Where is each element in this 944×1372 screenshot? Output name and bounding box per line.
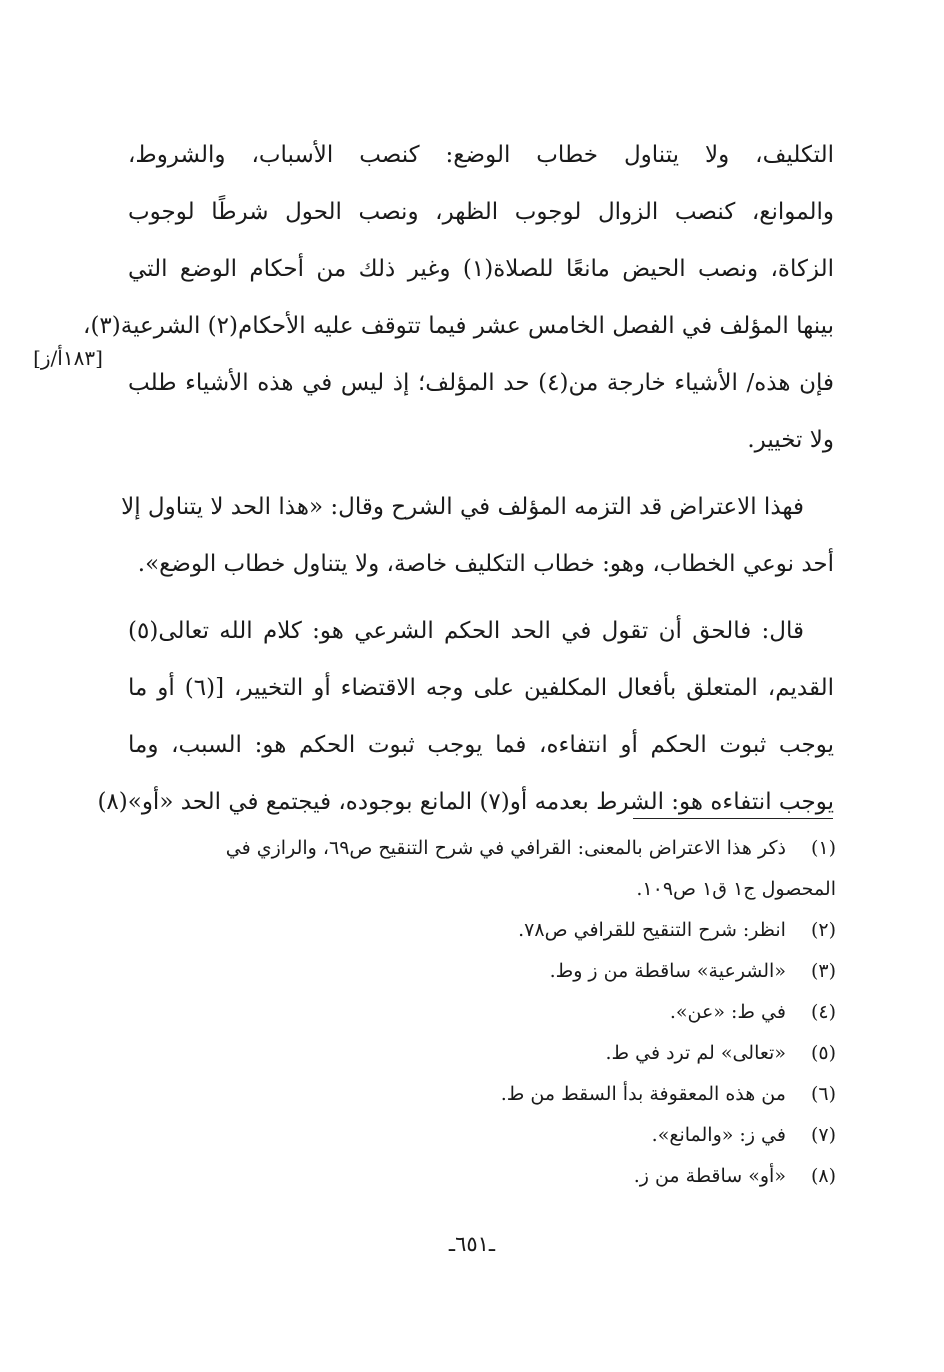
footnote-number: (٣): [810, 960, 836, 982]
footnote-text: «أو» ساقطة من ز.: [633, 1165, 786, 1187]
footnote: [128, 828, 836, 869]
footnote: [128, 1033, 836, 1074]
text-line: قال: فالحق أن تقول في الحد الحكم الشرعي هو: كلام الله تعالى(٥): [128, 618, 804, 644]
page-number: ـ٦٥١ـ: [448, 1232, 496, 1256]
footnote-text: في ط: «عن».: [669, 1001, 786, 1023]
footnote-number: (١): [810, 837, 836, 859]
text-line: التكليف، ولا يتناول خطاب الوضع: كنصب الأسباب، والشروط،: [128, 142, 834, 168]
footnote-text: «الشرعية» ساقطة من ز وط.: [549, 960, 786, 982]
text-line: ولا تخيير.: [747, 427, 834, 453]
paragraph-2: [121, 479, 834, 593]
text-line: والموانع، كنصب الزوال لوجوب الظهر، ونصب الحول شرطًا لوجوب: [128, 199, 834, 225]
text-line: يوجب انتفاءه هو: الشرط بعدمه أو(٧) المانع بوجوده، فيجتمع في الحد «أو»(٨): [97, 789, 834, 815]
footnote-separator: [633, 818, 833, 819]
footnote: [128, 1115, 836, 1156]
footnote-text: في ز: «والمانع».: [651, 1124, 786, 1146]
footnote-text: انظر: شرح التنقيح للقرافي ص٧٨.: [518, 919, 786, 941]
footnote: [128, 910, 836, 951]
main-text: [83, 127, 835, 831]
text-line: يوجب ثبوت الحكم أو انتفاءه، فما يوجب ثبوت الحكم هو: السبب، وما: [128, 732, 834, 758]
footnote: [128, 1074, 836, 1115]
paragraph-3: [97, 603, 835, 831]
footnote: [128, 951, 836, 992]
footnote-number: (٢): [810, 919, 836, 941]
text-line: القديم، المتعلق بأفعال المكلفين على وجه الاقتضاء أو التخيير، [(٦) أو ما: [128, 675, 835, 701]
footnote-number: (٤): [810, 1001, 836, 1023]
footnote-number: (٦): [810, 1083, 836, 1105]
footnote: [128, 1156, 836, 1197]
paragraph-1: [83, 127, 835, 469]
text-line: فهذا الاعتراض قد التزمه المؤلف في الشرح وقال: «هذا الحد لا يتناول إلا: [121, 494, 804, 520]
footnote-text: من هذه المعقوفة بدأ السقط من ط.: [500, 1083, 786, 1105]
footnote-number: (٧): [810, 1124, 836, 1146]
footnote-continuation: المحصول ج١ ق١ ص١٠٩.: [636, 878, 836, 900]
footnote-number: (٨): [810, 1165, 836, 1187]
footnote: [128, 992, 836, 1033]
footnote-number: (٥): [810, 1042, 836, 1064]
text-line: أحد نوعي الخطاب، وهو: خطاب التكليف خاصة، ولا يتناول خطاب الوضع».: [137, 551, 834, 577]
text-line: بينها المؤلف في الفصل الخامس عشر فيما تتوقف عليه الأحكام(٢) الشرعية(٣)،: [83, 313, 834, 339]
text-line: الزكاة، ونصب الحيض مانعًا للصلاة(١) وغير ذلك من أحكام الوضع التي: [128, 256, 835, 282]
footnote-text: «تعالى» لم ترد في ط.: [605, 1042, 786, 1064]
text-line: فإن هذه/ الأشياء خارجة من(٤) حد المؤلف؛ إذ ليس في هذه الأشياء طلب: [128, 370, 834, 396]
footnotes: [128, 828, 836, 1197]
manuscript-folio-marker: [١٨٣أ/ز]: [33, 346, 103, 370]
footnote-text: ذكر هذا الاعتراض بالمعنى: القرافي في شرح التنقيح ص٦٩، والرازي في: [225, 837, 786, 859]
